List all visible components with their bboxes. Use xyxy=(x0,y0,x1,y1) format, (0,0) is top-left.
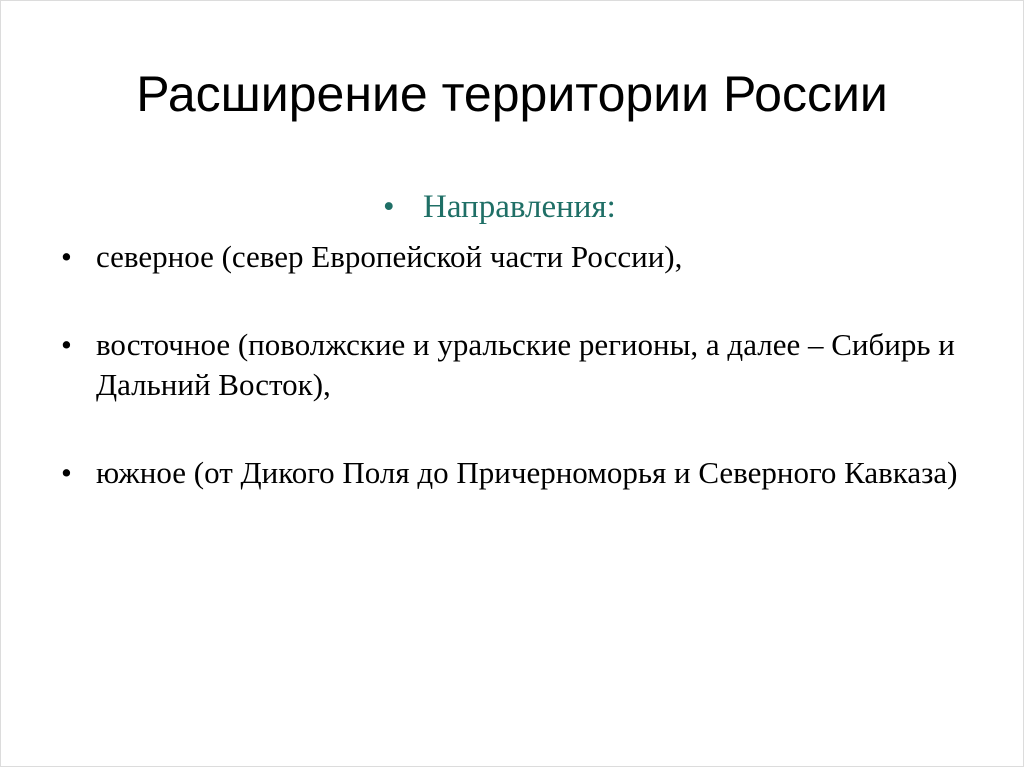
list-item xyxy=(61,237,961,277)
bullet-icon: • xyxy=(61,327,72,362)
bullet-icon: • xyxy=(61,239,72,274)
list-item xyxy=(61,325,961,405)
list-item xyxy=(61,453,961,493)
bullet-icon: • xyxy=(61,455,72,490)
directions-list xyxy=(61,237,961,541)
list-item-text: северное (север Европейской части России), xyxy=(96,239,683,274)
slide-title: Расширение территории России xyxy=(136,66,888,122)
subheading-bullet: • xyxy=(383,189,395,225)
list-item-text: восточное (поволжские и уральские регионы, а далее – Сибирь и Дальний Восток), xyxy=(96,327,955,402)
subheading-text: Направления: xyxy=(423,189,616,225)
list-item-text: южное (от Дикого Поля до Причерноморья и Северного Кавказа) xyxy=(96,455,958,490)
subheading xyxy=(383,187,616,227)
